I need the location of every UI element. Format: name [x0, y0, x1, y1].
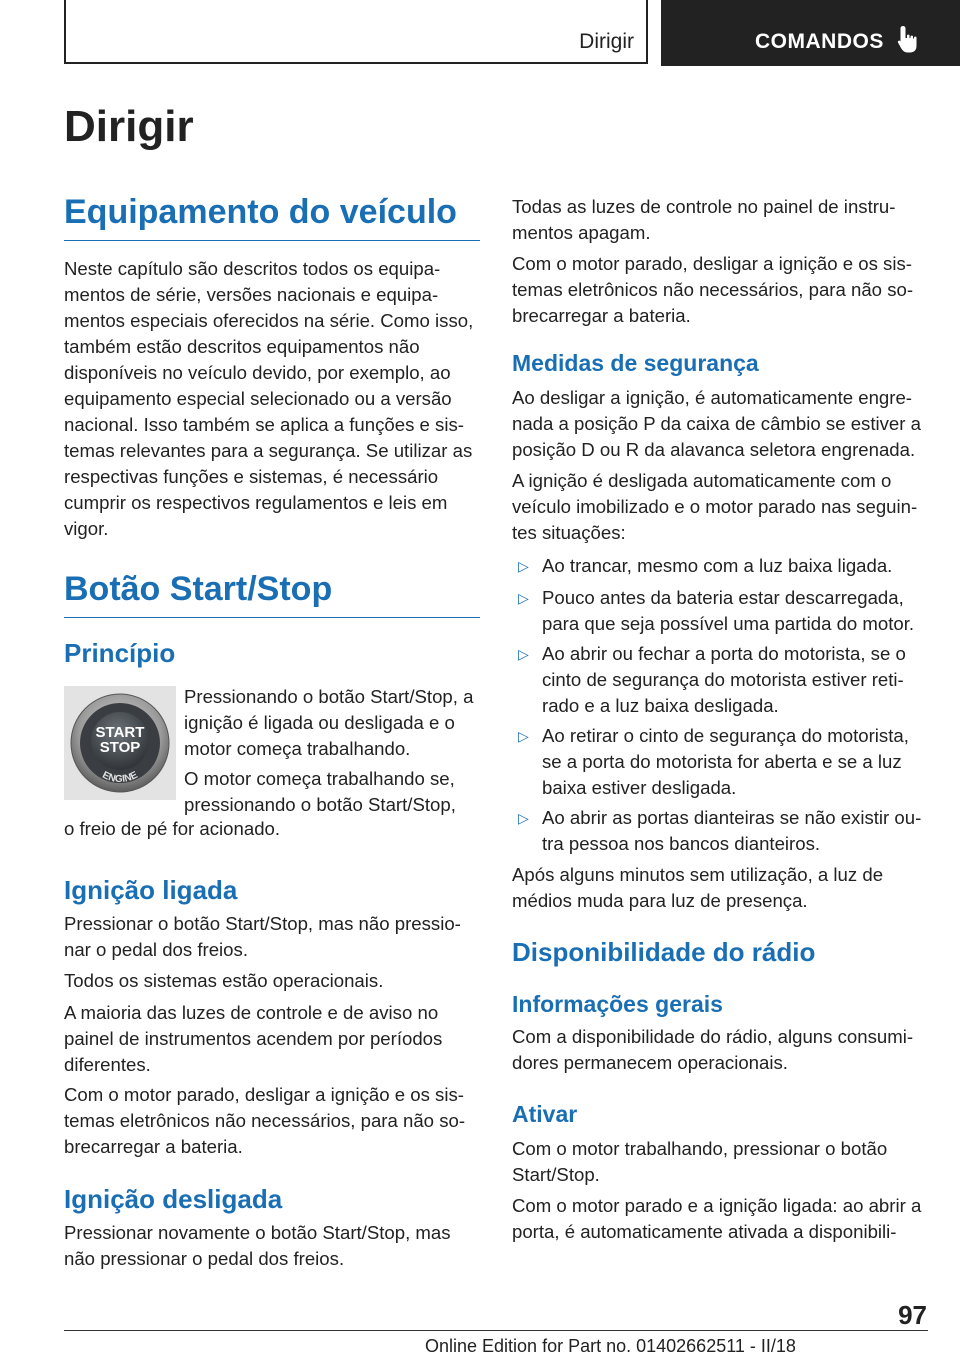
ignicao-ligada-paragraph-4: Com o motor parado, desligar a ignição e os sis-temas eletrônicos não necessários, para não so-brecarregar a bateria.: [64, 1084, 466, 1157]
header-chapter-tab: [64, 0, 648, 64]
page-number: 97: [898, 1300, 927, 1330]
list-item-text: Pouco antes da bateria estar descarregada, para que seja possível uma partida do motor.: [542, 587, 915, 634]
list-item: [512, 723, 926, 801]
list-item-text: Ao retirar o cinto de segurança do motorista, se a porta do motorista for aberta e se a luz baixa estiver desligada.: [542, 725, 909, 798]
ignicao-ligada-paragraph-3: A maioria das luzes de controle e de aviso no painel de instrumentos acendem por períodos diferentes.: [64, 1002, 443, 1075]
triangle-bullet-icon: ▷: [518, 590, 529, 606]
list-item: [512, 553, 926, 579]
subheading-disponibilidade-radio: Disponibilidade do rádio: [512, 937, 816, 967]
subheading-informacoes-gerais: Informações gerais: [512, 991, 723, 1017]
medidas-paragraph-1: Ao desligar a ignição, é automaticamente engre-nada a posição P da caixa de câmbio se estiver a posição D ou R da alavanca seletora engrenada.: [512, 387, 921, 460]
start-stop-button-icon: [64, 686, 176, 800]
ignicao-ligada-paragraph-1: Pressionar o botão Start/Stop, mas não pressio-nar o pedal dos freios.: [64, 913, 461, 960]
pointing-hand-icon: [897, 24, 923, 54]
ignicao-desligada-paragraph-1: Pressionar novamente o botão Start/Stop, mas não pressionar o pedal dos freios.: [64, 1222, 451, 1269]
section-heading-start-stop: Botão Start/Stop: [64, 570, 480, 618]
info-paragraph-1: Com a disponibilidade do rádio, alguns consumi-dores permanecem operacionais.: [512, 1026, 914, 1073]
list-item-text: Ao abrir as portas dianteiras se não existir ou-tra pessoa nos bancos dianteiros.: [542, 807, 922, 854]
list-item: [512, 805, 926, 857]
header-section-tab: [661, 0, 960, 66]
principio-paragraph-2: O motor começa trabalhando se, pressionando o botão Start/Stop,: [184, 768, 456, 815]
triangle-bullet-icon: ▷: [518, 646, 529, 662]
medidas-paragraph-3: Após alguns minutos sem utilização, a luz de médios muda para luz de presença.: [512, 864, 884, 911]
button-text-start: START: [95, 724, 145, 741]
footer-edition-text: Online Edition for Part no. 01402662511 - II/18: [425, 1336, 796, 1356]
section-heading-equipamento: Equipamento do veículo: [64, 193, 480, 241]
header-chapter-label: Dirigir: [579, 30, 634, 53]
medidas-paragraph-2: A ignição é desligada automaticamente com o veículo imobilizado e o motor parado nas seguin-tes situações:: [512, 470, 918, 543]
list-item: [512, 641, 926, 719]
triangle-bullet-icon: ▷: [518, 558, 529, 574]
button-text-engine: ENGINE: [100, 769, 140, 786]
start-stop-button-image: [64, 686, 176, 800]
subheading-medidas-seguranca: Medidas de segurança: [512, 350, 759, 376]
subheading-principio: Princípio: [64, 638, 176, 668]
triangle-bullet-icon: ▷: [518, 810, 529, 826]
page-title: Dirigir: [64, 102, 194, 151]
principio-paragraph-2-end: o freio de pé for acionado.: [64, 818, 281, 839]
ignicao-ligada-paragraph-2: Todos os sistemas estão operacionais.: [64, 970, 384, 991]
equipamento-paragraph: Neste capítulo são descritos todos os equipa-mentos de série, versões nacionais e equipa-mentos especiais oferecidos na série. Como isso, também estão descritos equipamentos não disponíveis no veículo devido, por exemplo, ao equipamento especial selecionado ou a versão nacional. Isso também se aplica a funções e sis-temas relevantes para a segurança. Se utilizar as respectivas funções e sistemas, é necessário cumprir os respectivos regulamentos e leis em vigor.: [64, 258, 474, 539]
subheading-ignicao-ligada: Ignição ligada: [64, 875, 238, 905]
header-section-label: COMANDOS: [755, 30, 884, 53]
triangle-bullet-icon: ▷: [518, 728, 529, 744]
right-paragraph-2: Com o motor parado, desligar a ignição e os sis-temas eletrônicos não necessários, para não so-brecarregar a bateria.: [512, 253, 914, 326]
footer-divider: [64, 1330, 928, 1331]
subheading-ativar: Ativar: [512, 1101, 578, 1127]
ativar-paragraph-2: Com o motor parado e a ignição ligada: ao abrir a porta, é automaticamente ativada a disponibili-: [512, 1195, 922, 1242]
list-item: [512, 585, 926, 637]
subheading-ignicao-desligada: Ignição desligada: [64, 1184, 283, 1214]
list-item-text: Ao abrir ou fechar a porta do motorista, se o cinto de segurança do motorista estiver reti-rado e a luz baixa desligada.: [542, 643, 906, 716]
list-item-text: Ao trancar, mesmo com a luz baixa ligada.: [542, 555, 893, 576]
ativar-paragraph-1: Com o motor trabalhando, pressionar o botão Start/Stop.: [512, 1138, 888, 1185]
button-text-stop: STOP: [99, 739, 141, 756]
right-paragraph-1: Todas as luzes de controle no painel de instru-mentos apagam.: [512, 196, 896, 243]
principio-paragraph-1: Pressionando o botão Start/Stop, a ignição é ligada ou desligada e o motor começa trabalhando.: [184, 686, 474, 759]
